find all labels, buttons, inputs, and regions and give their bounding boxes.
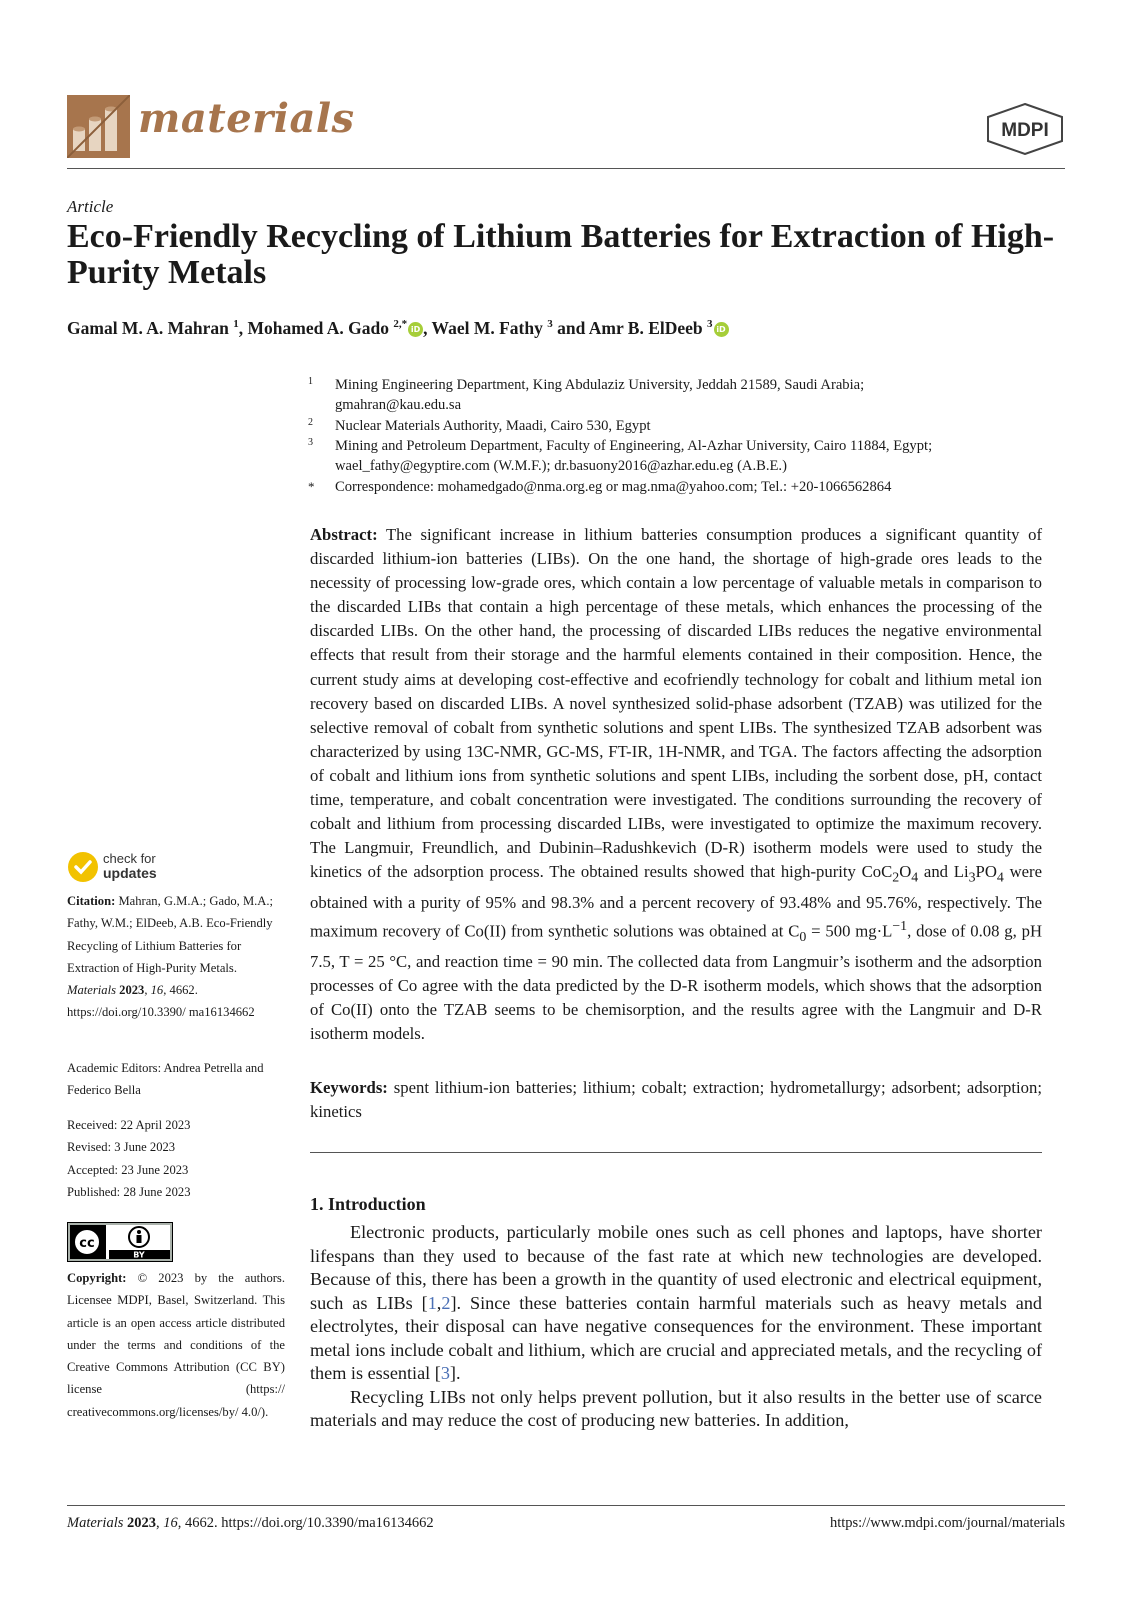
footer-divider: [67, 1505, 1065, 1506]
intro-paragraph-2: Recycling LIBs not only helps prevent pollution, but it also results in the better use of scarce materials and may reduce the cost of producing new batteries. In addition,: [310, 1386, 1042, 1430]
header-divider: [67, 168, 1065, 169]
affiliation-text: Nuclear Materials Authority, Maadi, Cairo 530, Egypt: [335, 418, 651, 434]
copyright-text: © 2023 by the authors. Licensee MDPI, Basel, Switzerland. This article is an open access article distributed under the terms and conditions of the Creative Commons Attribution (CC BY) license (https:// creativecommons.org/licenses/by/ 4.0/).: [67, 1271, 285, 1419]
author-affiliation-mark: 3: [707, 318, 713, 331]
section-heading-introduction: 1. Introduction: [310, 1194, 426, 1214]
materials-logo-icon: [67, 95, 130, 158]
affiliation-1: [308, 375, 1068, 415]
superscript: −1: [892, 918, 908, 934]
introduction-body: [310, 1221, 1042, 1433]
citation-link[interactable]: 2: [441, 1292, 451, 1313]
footer-year: 2023: [127, 1515, 157, 1531]
subscript: 4: [996, 870, 1004, 886]
abstract-text: = 500 mg·L: [806, 921, 893, 941]
footer-journal-url[interactable]: https://www.mdpi.com/journal/materials: [829, 1515, 1065, 1531]
citation-label: Citation:: [67, 894, 116, 908]
affiliation-text: Correspondence: mohamedgado@nma.org.eg or mag.nma@yahoo.com; Tel.: +20-1066562864: [335, 479, 892, 495]
accepted-date: Accepted: 23 June 2023: [67, 1162, 189, 1177]
check-updates-icon: [67, 851, 99, 883]
affiliation-text: Mining and Petroleum Department, Faculty of Engineering, Al-Azhar University, Cairo 11884, Egypt; wael_fathy@egyptire.com (W.M.F.); dr.basuony2016@azhar.edu.eg (A.B.E.): [335, 438, 933, 474]
abstract-text: were obtained with a purity of 95% and 98.3% and a percent recovery of 93.48% and 95.76%, respectively. The maximum recovery of Co(II) from synthetic solutions was obtained at C: [310, 862, 1042, 941]
check-updates-line1: check for: [103, 851, 156, 866]
footer-volume: 16: [163, 1515, 178, 1531]
author-separator: ,: [238, 318, 248, 338]
publisher-name: MDPI: [1001, 120, 1049, 141]
author-separator: ,: [423, 318, 432, 338]
affiliation-3: [308, 436, 1068, 476]
paper-title: Eco-Friendly Recycling of Lithium Batteries for Extraction of High-Purity Metals: [67, 218, 1055, 291]
svg-text:cc: cc: [79, 1236, 95, 1251]
abstract-text: and Li: [918, 862, 969, 882]
citation-year: 2023: [119, 983, 145, 998]
article-type: Article: [67, 197, 114, 216]
subscript: 0: [799, 929, 807, 945]
subscript: 3: [968, 870, 976, 886]
cc-by-label: BY: [133, 1250, 145, 1260]
keywords: [310, 1076, 1042, 1124]
journal-header: [67, 93, 1065, 163]
cc-by-license-icon[interactable]: [67, 1222, 173, 1262]
abstract: [310, 523, 1042, 1046]
author-affiliation-mark: 2,*: [393, 318, 408, 331]
revised-date: Revised: 3 June 2023: [67, 1140, 176, 1155]
citation-block: Citation: Mahran, G.M.A.; Gado, M.A.; Fathy, W.M.; ElDeeb, A.B. Eco-Friendly Recycling of Lithium Batteries for Extraction of High-Purity Metals. Materials 2023, 16, 4662. https://doi.org/10.3390/ ma16134662: [67, 894, 274, 1020]
citation-doi[interactable]: , 4662. https://doi.org/10.3390/ ma16134662: [67, 983, 255, 1020]
orcid-icon[interactable]: iD: [408, 322, 423, 337]
citation-link[interactable]: 1: [427, 1292, 437, 1313]
subscript: 2: [892, 870, 900, 886]
citation-volume: 16: [150, 983, 164, 998]
abstract-divider: [310, 1152, 1042, 1153]
author-affiliation-mark: 1: [233, 318, 239, 331]
keywords-text: spent lithium-ion batteries; lithium; cobalt; extraction; hydrometallurgy; adsorbent; adsorption; kinetics: [310, 1078, 1042, 1121]
affiliation-mark: *: [308, 479, 315, 494]
ref-separator: ,: [436, 1292, 442, 1313]
affiliation-correspondence: [308, 477, 1068, 497]
orcid-icon[interactable]: iD: [714, 322, 729, 337]
mdpi-logo-icon: [985, 103, 1065, 155]
author-name: Amr B. ElDeeb: [588, 318, 703, 338]
affiliation-mark: 2: [308, 417, 313, 428]
citation-journal: Materials: [67, 983, 116, 998]
abstract-text: , dose of 0.08 g, pH 7.5, T = 25 °C, and reaction time = 90 min. The collected data from Langmuir’s isotherm and the adsorption processes of Co agree with the data predicted by the D-R isotherm models, which shows that the adsorption of Co(II) onto the TZAB seems to be chemisorption, and the results agree with the Langmuir and D-R isotherm models.: [310, 921, 1042, 1044]
received-date: Received: 22 April 2023: [67, 1118, 191, 1132]
abstract-text: PO: [975, 862, 997, 882]
affiliation-text: Mining Engineering Department, King Abdulaziz University, Jeddah 21589, Saudi Arabia; gmahran@kau.edu.sa: [335, 377, 865, 413]
intro-text: ].: [449, 1363, 461, 1383]
journal-name: materials: [138, 95, 355, 142]
published-date: Published: 28 June 2023: [67, 1184, 191, 1199]
author-name: Wael M. Fathy: [431, 318, 543, 338]
author-name: Mohamed A. Gado: [247, 318, 389, 338]
subscript: 4: [911, 870, 919, 886]
abstract-text: O: [899, 862, 912, 882]
intro-text: ]. Since these batteries contain harmful materials such as heavy metals and electrolytes, their disposal can have negative consequences for the environment. These important metal ions include cobalt and lithium, which are crucial and appreciated metals, and the recycling of them is essential [: [310, 1292, 1043, 1383]
check-for-updates-badge[interactable]: [67, 851, 187, 887]
author-list: [67, 318, 729, 339]
author-separator: and: [552, 318, 589, 338]
keywords-label: Keywords:: [310, 1078, 388, 1097]
article-dates: [67, 1114, 287, 1203]
check-updates-text: [103, 852, 157, 881]
citation-link[interactable]: 3: [440, 1363, 450, 1383]
intro-text: Electronic products, particularly mobile ones such as cell phones and laptops, have shorter lifespans than they used to because of the fast rate at which new technologies are developed. Because of this, there has been a growth in the quantity of used electronic and electrical equipment, such as LIBs [: [310, 1222, 1042, 1313]
citation-text: Mahran, G.M.A.; Gado, M.A.; Fathy, W.M.; ElDeeb, A.B. Eco-Friendly Recycling of Lithium Batteries for Extraction of High-Purity Metals.: [67, 894, 274, 975]
author-name: Gamal M. A. Mahran: [67, 318, 229, 338]
abstract-text: The significant increase in lithium batteries consumption produces a significant quantity of discarded lithium-ion batteries (LIBs). On the one hand, the shortage of high-grade ores leads to the necessity of processing low-grade ores, which contain a low percentage of valuable metals in comparison to the discarded LIBs that contain a high percentage of these metals, which enhances the processing of the discarded LIBs. On the other hand, the processing of discarded LIBs reduces the negative environmental effects that result from their storage and the harmful elements contained in their composition. Hence, the current study aims at developing cost-effective and ecofriendly technology for cobalt and lithium metal ion recovery based on discarded LIBs. A novel synthesized solid-phase adsorbent (TZAB) was utilized for the selective removal of cobalt from synthetic solutions and spent LIBs. The synthesized TZAB adsorbent was characterized by using 13C-NMR, GC-MS, FT-IR, 1H-NMR, and TGA. The factors affecting the adsorption of cobalt and lithium ions from synthetic solutions and spent LIBs, including the sorbent dose, pH, contact time, temperature, and cobalt concentration were investigated. The conditions surrounding the recovery of cobalt and lithium from processing discarded LIBs, were investigated to optimize the maximum recovery. The Langmuir, Freundlich, and Dubinin–Radushkevich (D-R) isotherm models were used to study the kinetics of the adsorption process. The obtained results showed that high-purity CoC: [310, 525, 1042, 882]
abstract-label: Abstract:: [310, 525, 378, 544]
affiliation-mark: 3: [308, 437, 313, 448]
footer-journal: Materials: [67, 1515, 124, 1531]
footer-citation: Materials 2023, 16, 4662. https://doi.org/10.3390/ma16134662: [67, 1515, 434, 1531]
affiliation-mark: 1: [308, 376, 313, 387]
footer-doi[interactable]: , 4662. https://doi.org/10.3390/ma16134662: [177, 1515, 434, 1531]
intro-paragraph-1: [310, 1221, 1042, 1386]
copyright-block: [67, 1267, 285, 1423]
copyright-label: Copyright:: [67, 1271, 127, 1285]
author-affiliation-mark: 3: [547, 318, 553, 331]
check-updates-line2: updates: [103, 865, 157, 881]
academic-editors: Academic Editors: Andrea Petrella and Federico Bella: [67, 1061, 264, 1098]
affiliation-2: [308, 416, 1068, 436]
